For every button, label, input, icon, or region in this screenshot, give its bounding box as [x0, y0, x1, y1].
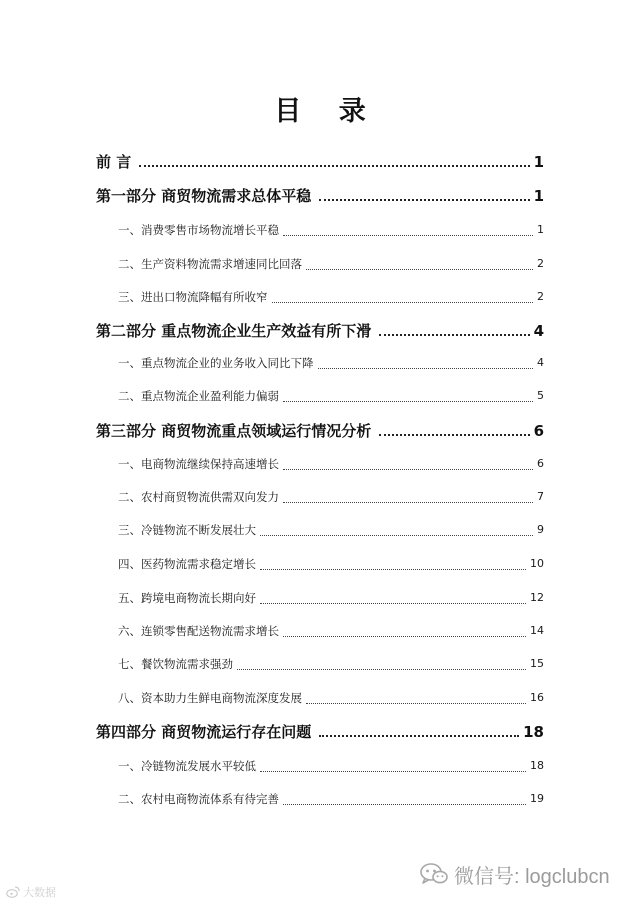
toc-entry-1-2[interactable]	[118, 252, 544, 274]
toc-entry-page: 1	[533, 153, 544, 171]
toc-entry-3-3[interactable]	[118, 518, 544, 540]
toc-entry-page: 14	[530, 624, 544, 637]
toc-entry-3-8[interactable]	[118, 686, 544, 708]
dot-leader	[283, 469, 533, 470]
toc-entry-3-6[interactable]	[118, 619, 544, 641]
toc-entry-page: 10	[530, 557, 544, 570]
toc-entry-2-2[interactable]	[118, 384, 544, 406]
dot-leader	[272, 302, 534, 303]
toc-entry-label: 一、消费零售市场物流增长平稳	[118, 223, 279, 237]
corner-watermark-text: 大数据	[23, 887, 56, 899]
toc-entry-page: 18	[523, 723, 544, 741]
dot-leader	[283, 804, 526, 805]
toc-entry-3-7[interactable]	[118, 652, 544, 674]
toc-entry-page: 2	[537, 257, 544, 270]
dot-leader	[260, 603, 526, 604]
toc-entry-3-4[interactable]	[118, 552, 544, 574]
dot-leader	[283, 636, 526, 637]
dot-leader	[260, 569, 526, 570]
toc-entry-label: 二、生产资料物流需求增速同比回落	[118, 257, 302, 271]
toc-entry-page: 18	[530, 759, 544, 772]
toc-entry-label: 第四部分 商贸物流运行存在问题	[96, 723, 312, 741]
toc-entry-label: 二、农村商贸物流供需双向发力	[118, 490, 279, 504]
toc-entry-label: 一、电商物流继续保持高速增长	[118, 457, 279, 471]
toc-entry-preface[interactable]	[96, 150, 544, 172]
toc-entry-label: 二、重点物流企业盈利能力偏弱	[118, 389, 279, 403]
toc-entry-1-3[interactable]	[118, 285, 544, 307]
dot-leader	[379, 334, 529, 336]
dot-leader	[319, 735, 519, 737]
dot-leader	[306, 269, 533, 270]
dot-leader	[260, 535, 533, 536]
toc-entry-label: 八、资本助力生鲜电商物流深度发展	[118, 691, 302, 705]
toc-entry-page: 16	[530, 691, 544, 704]
toc-entry-page: 1	[533, 187, 544, 205]
dot-leader	[283, 235, 533, 236]
toc-entry-3-1[interactable]	[118, 452, 544, 474]
toc-entry-3-5[interactable]	[118, 586, 544, 608]
toc-entry-label: 六、连锁零售配送物流需求增长	[118, 624, 279, 638]
toc-entry-label: 三、冷链物流不断发展壮大	[118, 523, 256, 537]
toc-entry-label: 三、进出口物流降幅有所收窄	[118, 290, 268, 304]
dot-leader	[283, 401, 533, 402]
toc-entry-label: 一、冷链物流发展水平较低	[118, 759, 256, 773]
toc-entry-label: 五、跨境电商物流长期向好	[118, 591, 256, 605]
dot-leader	[306, 703, 526, 704]
toc-entry-page: 5	[537, 389, 544, 402]
toc-entry-page: 7	[537, 490, 544, 503]
toc-entry-page: 2	[537, 290, 544, 303]
wechat-watermark	[420, 860, 610, 888]
toc-entry-page: 4	[533, 322, 544, 340]
dot-leader	[237, 669, 526, 670]
toc-entry-label: 一、重点物流企业的业务收入同比下降	[118, 356, 314, 370]
toc-entry-part-4[interactable]	[96, 720, 544, 742]
toc-entry-part-2[interactable]	[96, 319, 544, 341]
dot-leader	[318, 368, 534, 369]
sina-weibo-icon	[6, 885, 20, 899]
dot-leader	[260, 771, 526, 772]
toc-entry-page: 6	[537, 457, 544, 470]
wechat-icon	[420, 862, 448, 886]
toc-entry-label: 第一部分 商贸物流需求总体平稳	[96, 187, 312, 205]
toc-entry-label: 第三部分 商贸物流重点领域运行情况分析	[96, 422, 372, 440]
toc-entry-page: 19	[530, 792, 544, 805]
toc-entry-1-1[interactable]	[118, 218, 544, 240]
toc-entry-page: 1	[537, 223, 544, 236]
toc-entry-3-2[interactable]	[118, 485, 544, 507]
toc-entry-label: 七、餐饮物流需求强劲	[118, 657, 233, 671]
toc-entry-page: 15	[530, 657, 544, 670]
toc-entry-4-1[interactable]	[118, 754, 544, 776]
toc-entry-part-1[interactable]	[96, 184, 544, 206]
toc-entry-page: 6	[533, 422, 544, 440]
dot-leader	[283, 502, 533, 503]
toc-entry-label: 四、医药物流需求稳定增长	[118, 557, 256, 571]
toc-entry-part-3[interactable]	[96, 419, 544, 441]
toc-entry-page: 9	[537, 523, 544, 536]
toc-entry-label: 二、农村电商物流体系有待完善	[118, 792, 279, 806]
dot-leader	[319, 199, 529, 201]
watermark-text: 微信号: logclubcn	[454, 865, 610, 888]
toc-entry-label: 第二部分 重点物流企业生产效益有所下滑	[96, 322, 372, 340]
page-title: 目 录	[274, 96, 380, 127]
dot-leader	[379, 434, 529, 436]
toc-entry-label: 前 言	[96, 153, 132, 171]
corner-watermark	[6, 884, 56, 900]
toc-entry-4-2[interactable]	[118, 787, 544, 809]
toc-entry-page: 4	[537, 356, 544, 369]
toc-entry-2-1[interactable]	[118, 351, 544, 373]
toc-entry-page: 12	[530, 591, 544, 604]
dot-leader	[139, 165, 529, 167]
